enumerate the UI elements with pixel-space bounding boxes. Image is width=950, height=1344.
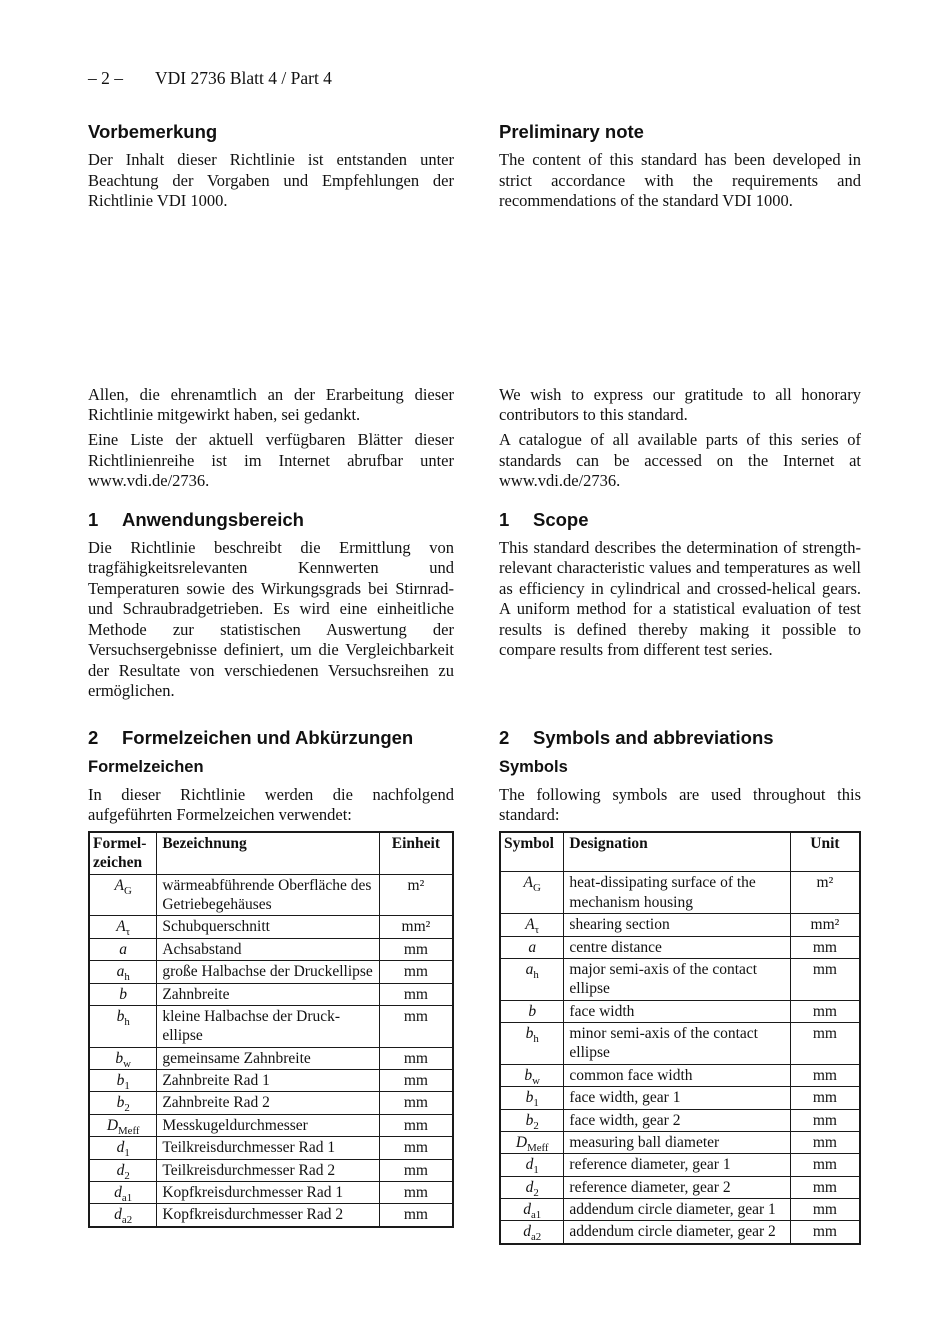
designation-cell: Kopfkreisdurchmesser Rad 1 <box>157 1181 379 1203</box>
designation-cell: wärmeabführende Oberfläche des Getriebegehäuses <box>157 874 379 916</box>
symbol-row <box>89 1204 453 1227</box>
section-1-heading-de <box>88 509 454 531</box>
preliminary-note-text-en: The content of this standard has been developed in strict accordance with the requirements and recommendations of the standard VDI 1000. <box>499 150 861 211</box>
symbol-cell: $b_h$ <box>89 1005 157 1047</box>
column-header: Formel-zeichen <box>89 832 157 874</box>
symbol-row <box>500 1154 860 1176</box>
unit-cell: mm² <box>790 914 860 936</box>
section-number: 2 <box>499 727 510 748</box>
symbol-cell: $b_2$ <box>500 1109 564 1131</box>
column-header: Designation <box>564 832 790 872</box>
acknowledgement-text-de: Allen, die ehrenamtlich an der Erarbeitung dieser Richtlinie mitgewirkt haben, sei gedankt. <box>88 384 454 424</box>
column-header: Unit <box>790 832 860 872</box>
symbol-row <box>89 1070 453 1092</box>
scope-text-de: Die Richtlinie beschreibt die Ermittlung von tragfähigkeitsrelevanten Kennwerten und Temperaturen sowie des Wirkungsgrads bei Stirnrad- und Schraubradgetrieben. Es wird eine einheitliche Methode zur statistischen Auswertung der Versuchsergebnisse definiert, um die Vergleichbarkeit der Resultate von verschiedenen Versuchsreihen zu ermöglichen. <box>88 538 454 701</box>
section-number: 2 <box>88 727 99 748</box>
symbol-row <box>89 1114 453 1136</box>
symbol-row <box>89 1159 453 1181</box>
symbol-row <box>89 961 453 983</box>
blank-space-en <box>499 217 861 385</box>
symbol-cell: $A_\tau$ <box>500 914 564 936</box>
designation-cell: face width <box>564 1000 790 1022</box>
symbol-row <box>89 1137 453 1159</box>
german-column-upper <box>88 121 454 707</box>
preliminary-note-heading-de: Vorbemerkung <box>88 121 218 142</box>
symbol-cell: $d_2$ <box>500 1176 564 1198</box>
designation-cell: major semi-axis of the contact ellipse <box>564 958 790 1000</box>
symbol-cell: $A_G$ <box>500 872 564 914</box>
unit-cell: mm <box>790 1023 860 1065</box>
designation-cell: Zahnbreite Rad 2 <box>157 1092 379 1114</box>
symbol-cell: $D_{Meff}$ <box>89 1114 157 1136</box>
designation-cell: große Halbachse der Druckellipse <box>157 961 379 983</box>
designation-cell: common face width <box>564 1064 790 1086</box>
designation-cell: Zahnbreite <box>157 983 379 1005</box>
column-header: Symbol <box>500 832 564 872</box>
unit-cell: mm <box>790 1221 860 1244</box>
column-header: Einheit <box>379 832 453 874</box>
unit-cell: mm <box>790 1000 860 1022</box>
symbol-cell: $A_G$ <box>89 874 157 916</box>
symbol-row <box>500 1087 860 1109</box>
designation-cell: measuring ball diameter <box>564 1131 790 1153</box>
symbol-cell: $a_h$ <box>500 958 564 1000</box>
section-1-heading-en <box>499 509 861 531</box>
designation-cell: Kopfkreisdurchmesser Rad 2 <box>157 1204 379 1227</box>
symbol-row <box>500 1199 860 1221</box>
symbol-cell: $d_{a1}$ <box>89 1181 157 1203</box>
document-title: VDI 2736 Blatt 4 / Part 4 <box>155 68 332 88</box>
designation-cell: Achsabstand <box>157 938 379 960</box>
english-column-lower <box>499 727 861 1245</box>
symbol-row <box>500 1221 860 1244</box>
designation-cell: Zahnbreite Rad 1 <box>157 1070 379 1092</box>
unit-cell: mm <box>379 1137 453 1159</box>
acknowledgement-text-en: We wish to express our gratitude to all honorary contributors to this standard. <box>499 384 861 424</box>
symbol-cell: $d_1$ <box>89 1137 157 1159</box>
section-2-heading-de <box>88 727 454 749</box>
page-header <box>88 68 332 89</box>
designation-cell: Schubquerschnitt <box>157 916 379 938</box>
symbol-cell: a <box>500 936 564 958</box>
symbols-intro-en: The following symbols are used throughout this standard: <box>499 784 861 825</box>
unit-cell: mm <box>790 1109 860 1131</box>
table-header-row <box>500 832 860 872</box>
symbol-cell: $d_2$ <box>89 1159 157 1181</box>
german-column-lower <box>88 727 454 1228</box>
symbol-row <box>89 938 453 960</box>
symbol-cell: $b_h$ <box>500 1023 564 1065</box>
unit-cell: mm <box>790 1176 860 1198</box>
designation-cell: addendum circle diameter, gear 2 <box>564 1221 790 1244</box>
designation-cell: addendum circle diameter, gear 1 <box>564 1199 790 1221</box>
symbol-row <box>500 1064 860 1086</box>
symbol-row <box>89 916 453 938</box>
symbol-cell: $b_w$ <box>500 1064 564 1086</box>
symbol-row <box>89 1047 453 1069</box>
symbol-row <box>500 872 860 914</box>
symbol-row <box>89 874 453 916</box>
symbols-intro-de: In dieser Richtlinie werden die nachfolgend aufgeführten Formelzeichen verwendet: <box>88 784 454 825</box>
unit-cell: mm <box>790 936 860 958</box>
unit-cell: mm <box>379 1181 453 1203</box>
unit-cell: mm <box>790 1154 860 1176</box>
unit-cell: mm <box>379 1005 453 1047</box>
english-column-upper <box>499 121 861 666</box>
preliminary-note-text-de: Der Inhalt dieser Richtlinie ist entstanden unter Beachtung der Vorgaben und Empfehlungen der Richtlinie VDI 1000. <box>88 150 454 211</box>
symbol-row <box>89 1005 453 1047</box>
designation-cell: shearing section <box>564 914 790 936</box>
section-title: Anwendungsbereich <box>122 508 304 530</box>
designation-cell: gemeinsame Zahnbreite <box>157 1047 379 1069</box>
symbol-cell: a <box>89 938 157 960</box>
symbol-cell: $b_1$ <box>89 1070 157 1092</box>
symbols-subheading-en: Symbols <box>499 758 568 777</box>
symbol-cell: b <box>500 1000 564 1022</box>
symbol-cell: $D_{Meff}$ <box>500 1131 564 1153</box>
unit-cell: mm <box>790 1087 860 1109</box>
symbol-cell: $b_w$ <box>89 1047 157 1069</box>
symbol-row <box>500 936 860 958</box>
symbol-row <box>500 1109 860 1131</box>
symbol-cell: b <box>89 983 157 1005</box>
section-number: 1 <box>88 508 99 530</box>
section-title: Symbols and abbreviations <box>533 727 774 748</box>
symbol-row <box>500 1131 860 1153</box>
section-title: Formelzeichen und Abkürzungen <box>122 727 414 748</box>
symbol-cell: $d_{a2}$ <box>89 1204 157 1227</box>
symbol-cell: $a_h$ <box>89 961 157 983</box>
designation-cell: face width, gear 2 <box>564 1109 790 1131</box>
unit-cell: mm <box>790 1064 860 1086</box>
designation-cell: centre distance <box>564 936 790 958</box>
symbol-cell: $d_{a1}$ <box>500 1199 564 1221</box>
symbol-cell: $A_\tau$ <box>89 916 157 938</box>
symbol-row <box>500 1000 860 1022</box>
symbol-row <box>500 1023 860 1065</box>
symbol-row <box>89 1092 453 1114</box>
unit-cell: mm <box>379 1159 453 1181</box>
catalogue-text-de: Eine Liste der aktuell verfügbaren Blätter dieser Richtlinienreihe ist im Internet abrufbar unter www.vdi.de/2736. <box>88 430 454 491</box>
page-number: – 2 – <box>88 68 123 88</box>
unit-cell: mm <box>790 958 860 1000</box>
unit-cell: mm² <box>379 916 453 938</box>
unit-cell: mm <box>379 1114 453 1136</box>
designation-cell: Messkugeldurchmesser <box>157 1114 379 1136</box>
designation-cell: minor semi-axis of the contact ellipse <box>564 1023 790 1065</box>
symbol-cell: $d_1$ <box>500 1154 564 1176</box>
symbol-cell: $d_{a2}$ <box>500 1221 564 1244</box>
unit-cell: mm <box>790 1199 860 1221</box>
designation-cell: heat-dissipating surface of the mechanism housing <box>564 872 790 914</box>
symbol-row <box>89 983 453 1005</box>
designation-cell: kleine Halbachse der Druckellipse <box>157 1005 379 1047</box>
unit-cell: mm <box>379 1047 453 1069</box>
column-header: Bezeichnung <box>157 832 379 874</box>
unit-cell: m² <box>379 874 453 916</box>
unit-cell: mm <box>790 1131 860 1153</box>
section-2-heading-en <box>499 727 861 749</box>
scope-text-en: This standard describes the determination of strength-relevant characteristic values and temperatures as well as efficiency in cylindrical and crossed-helical gears. A uniform method for a statistical evaluation of test results is defined thereby making it possible to compare results from different test series. <box>499 538 861 660</box>
symbols-subheading-de: Formelzeichen <box>88 758 204 777</box>
symbols-table-de <box>88 831 454 1228</box>
symbols-table-en <box>499 831 861 1245</box>
designation-cell: Teilkreisdurchmesser Rad 1 <box>157 1137 379 1159</box>
blank-space-de <box>88 217 454 385</box>
symbol-row <box>89 1181 453 1203</box>
unit-cell: m² <box>790 872 860 914</box>
designation-cell: reference diameter, gear 2 <box>564 1176 790 1198</box>
unit-cell: mm <box>379 1070 453 1092</box>
designation-cell: reference diameter, gear 1 <box>564 1154 790 1176</box>
section-title: Scope <box>533 508 589 530</box>
preliminary-note-heading-en: Preliminary note <box>499 121 644 142</box>
symbol-cell: $b_1$ <box>500 1087 564 1109</box>
symbol-row <box>500 958 860 1000</box>
unit-cell: mm <box>379 938 453 960</box>
unit-cell: mm <box>379 961 453 983</box>
catalogue-text-en: A catalogue of all available parts of this series of standards can be accessed on the Internet at www.vdi.de/2736. <box>499 430 861 491</box>
designation-cell: Teilkreisdurchmesser Rad 2 <box>157 1159 379 1181</box>
symbol-row <box>500 1176 860 1198</box>
table-header-row <box>89 832 453 874</box>
unit-cell: mm <box>379 1092 453 1114</box>
unit-cell: mm <box>379 1204 453 1227</box>
section-number: 1 <box>499 508 510 530</box>
designation-cell: face width, gear 1 <box>564 1087 790 1109</box>
symbol-row <box>500 914 860 936</box>
symbol-cell: $b_2$ <box>89 1092 157 1114</box>
unit-cell: mm <box>379 983 453 1005</box>
